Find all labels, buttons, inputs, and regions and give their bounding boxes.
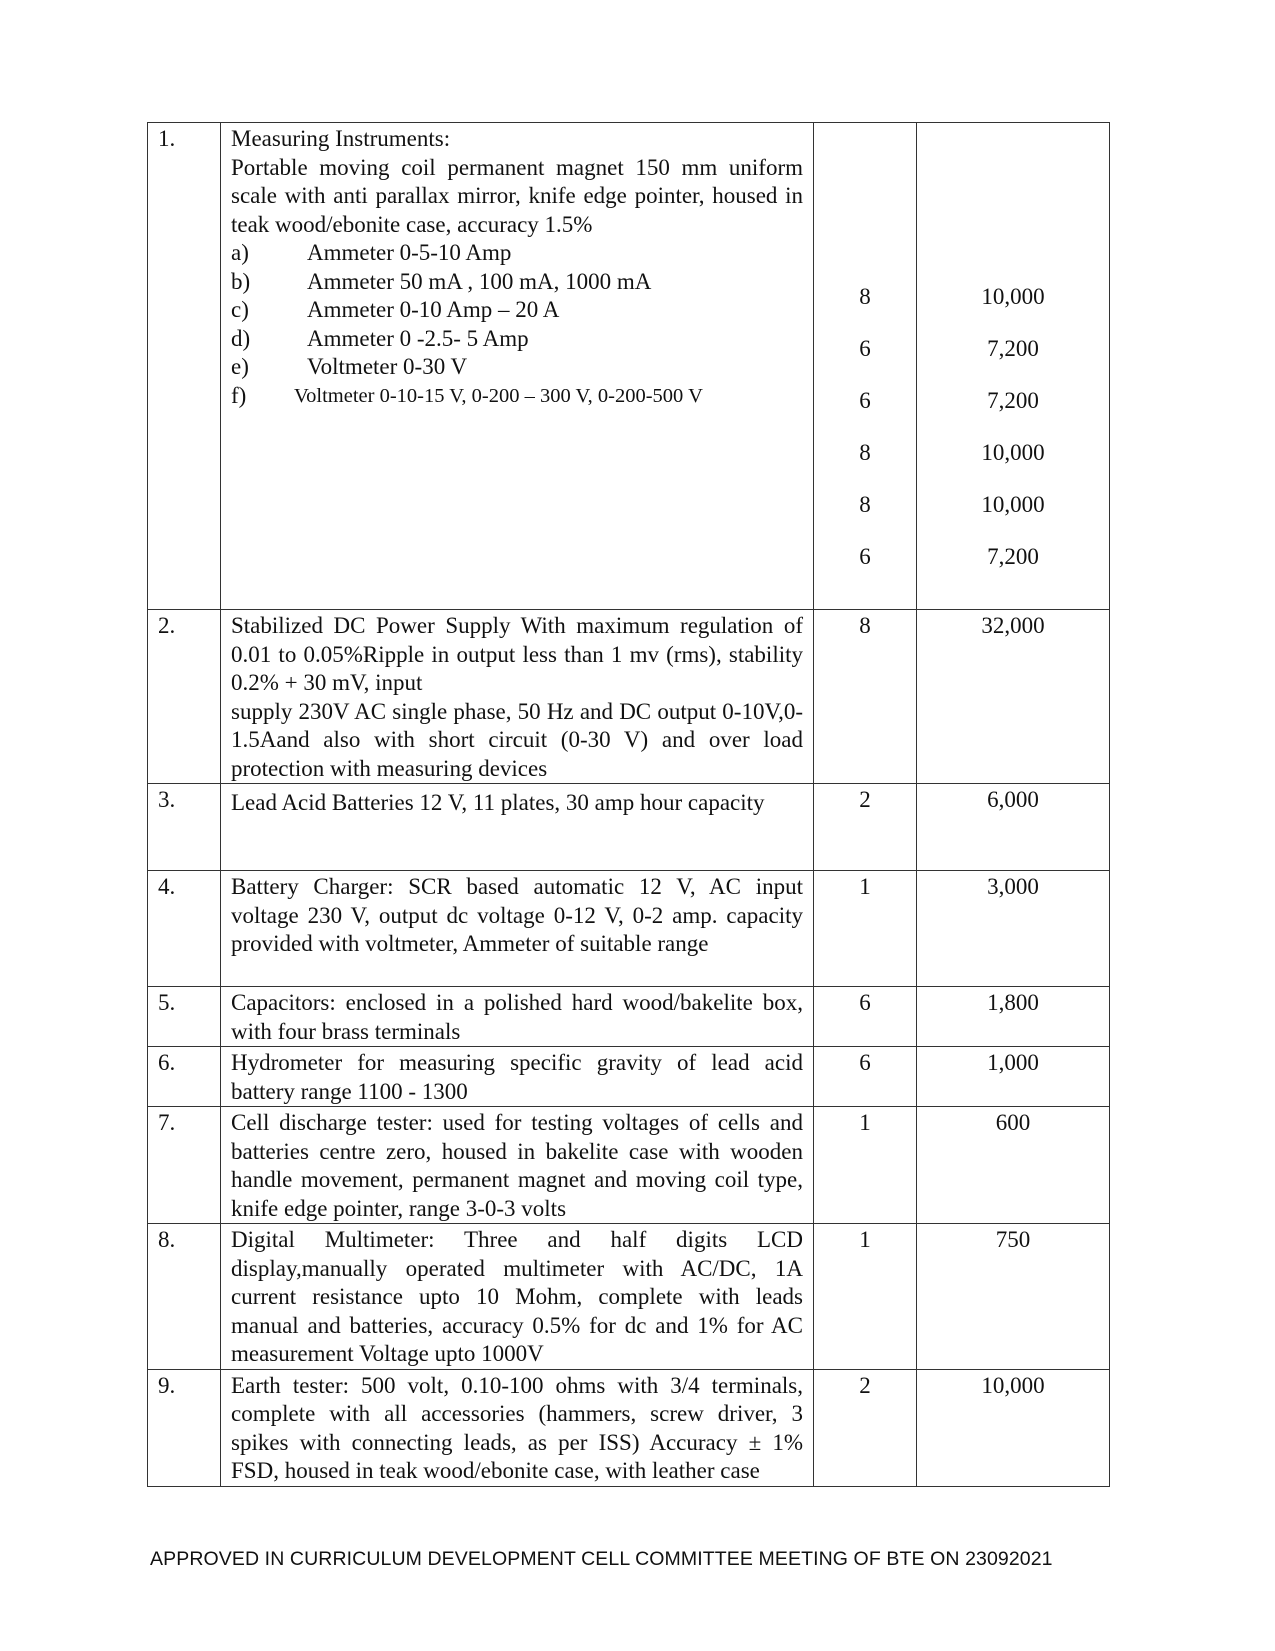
cost: 750 [917, 1224, 1110, 1370]
table-row [148, 1224, 1110, 1370]
sub-item-letter: a) [231, 240, 249, 265]
quantity: 8 [814, 610, 917, 784]
cost-column [917, 123, 1110, 610]
cost: 7,200 [987, 544, 1039, 569]
serial-number: 6. [148, 1047, 221, 1107]
sub-item-letter: b) [231, 268, 251, 294]
sub-item [231, 382, 803, 411]
sub-item-letter: c) [231, 297, 249, 322]
serial-number: 4. [148, 871, 221, 987]
quantity: 6 [859, 544, 871, 569]
cost: 10,000 [981, 440, 1045, 465]
cost: 6,000 [917, 784, 1110, 871]
approval-footer: APPROVED IN CURRICULUM DEVELOPMENT CELL COMMITTEE MEETING OF BTE ON 23092021 [150, 1548, 1053, 1570]
quantity: 1 [814, 1107, 917, 1224]
cost: 32,000 [917, 610, 1110, 784]
cost: 10,000 [981, 284, 1045, 309]
item-description: Lead Acid Batteries 12 V, 11 plates, 30 amp hour capacity [221, 784, 814, 871]
serial-number: 1. [148, 123, 221, 610]
sub-item [231, 296, 803, 325]
sub-item-text: Ammeter 0-10 Amp – 20 A [307, 297, 560, 322]
item-description: Capacitors: enclosed in a polished hard wood/bakelite box, with four brass terminals [221, 987, 814, 1047]
cost: 7,200 [987, 388, 1039, 413]
quantity: 6 [859, 388, 871, 413]
table-row [148, 1369, 1110, 1486]
item-description [221, 123, 814, 610]
equipment-table [147, 122, 1110, 1487]
cost: 10,000 [981, 492, 1045, 517]
cost: 3,000 [917, 871, 1110, 987]
quantity: 8 [859, 284, 871, 309]
sub-item-text: Voltmeter 0-30 V [307, 354, 468, 379]
item-text: supply 230V AC single phase, 50 Hz and DC output 0-10V,0-1.5Aand also with short circuit (0-30 V) and over load protection with measuring devices [231, 698, 803, 781]
quantity: 2 [814, 1369, 917, 1486]
sub-item-text: Ammeter 50 mA , 100 mA, 1000 mA [307, 268, 652, 294]
sub-item-letter: d) [231, 325, 251, 351]
serial-number: 7. [148, 1107, 221, 1224]
item-text: Stabilized DC Power Supply With maximum regulation of 0.01 to 0.05%Ripple in output less than 1 mv (rms), stability 0.2% + 30 mV, input [231, 613, 803, 695]
sub-item [231, 325, 803, 354]
serial-number: 5. [148, 987, 221, 1047]
sub-item-letter: e) [231, 354, 249, 379]
table-row [148, 1107, 1110, 1224]
serial-number: 8. [148, 1224, 221, 1370]
sub-item-text: Voltmeter 0-10-15 V, 0-200 – 300 V, 0-200-500 V [294, 384, 703, 407]
quantity: 1 [814, 871, 917, 987]
sub-item [231, 353, 803, 382]
sub-item-text: Ammeter 0 -2.5- 5 Amp [307, 325, 529, 351]
table-row [148, 1047, 1110, 1107]
quantity: 1 [814, 1224, 917, 1370]
sub-item [231, 239, 803, 268]
quantity: 8 [859, 440, 871, 465]
quantity: 2 [814, 784, 917, 871]
sub-item [231, 268, 803, 297]
quantity: 6 [859, 336, 871, 361]
quantity: 6 [814, 987, 917, 1047]
sub-item-text: Ammeter 0-5-10 Amp [307, 240, 512, 265]
quantity-column [814, 123, 917, 610]
table-row [148, 987, 1110, 1047]
item-description: Digital Multimeter: Three and half digits LCD display,manually operated multimeter with AC/DC, 1A current resistance upto 10 Mohm, complete with leads manual and batteries, accuracy 0.5% for dc and 1% for AC measurement Voltage upto 1000V [221, 1224, 814, 1370]
sub-item-letter: f) [231, 382, 247, 408]
serial-number: 2. [148, 610, 221, 784]
serial-number: 9. [148, 1369, 221, 1486]
item-description [221, 610, 814, 784]
item-description: Hydrometer for measuring specific gravity of lead acid battery range 1100 - 1300 [221, 1047, 814, 1107]
cost: 1,800 [917, 987, 1110, 1047]
item-description: Battery Charger: SCR based automatic 12 V, AC input voltage 230 V, output dc voltage 0-12 V, 0-2 amp. capacity provided with voltmeter, Ammeter of suitable range [221, 871, 814, 987]
table-row [148, 610, 1110, 784]
table-row [148, 871, 1110, 987]
item-description: Cell discharge tester: used for testing voltages of cells and batteries centre zero, housed in bakelite case with wooden handle movement, permanent magnet and moving coil type, knife edge pointer, range 3-0-3 volts [221, 1107, 814, 1224]
item-text: Portable moving coil permanent magnet 150 mm uniform scale with anti parallax mirror, knife edge pointer, housed in teak wood/ebonite case, accuracy 1.5% [231, 154, 803, 237]
table-row [148, 784, 1110, 871]
serial-number: 3. [148, 784, 221, 871]
table-row [148, 123, 1110, 610]
cost: 7,200 [987, 336, 1039, 361]
cost: 10,000 [917, 1369, 1110, 1486]
quantity: 8 [859, 492, 871, 517]
item-description: Earth tester: 500 volt, 0.10-100 ohms with 3/4 terminals, complete with all accessories (hammers, screw driver, 3 spikes with connecting leads, as per ISS) Accuracy ± 1% FSD, housed in teak wood/ebonite case, with leather case [221, 1369, 814, 1486]
cost: 600 [917, 1107, 1110, 1224]
cost: 1,000 [917, 1047, 1110, 1107]
item-title: Measuring Instruments: [231, 126, 451, 151]
quantity: 6 [814, 1047, 917, 1107]
